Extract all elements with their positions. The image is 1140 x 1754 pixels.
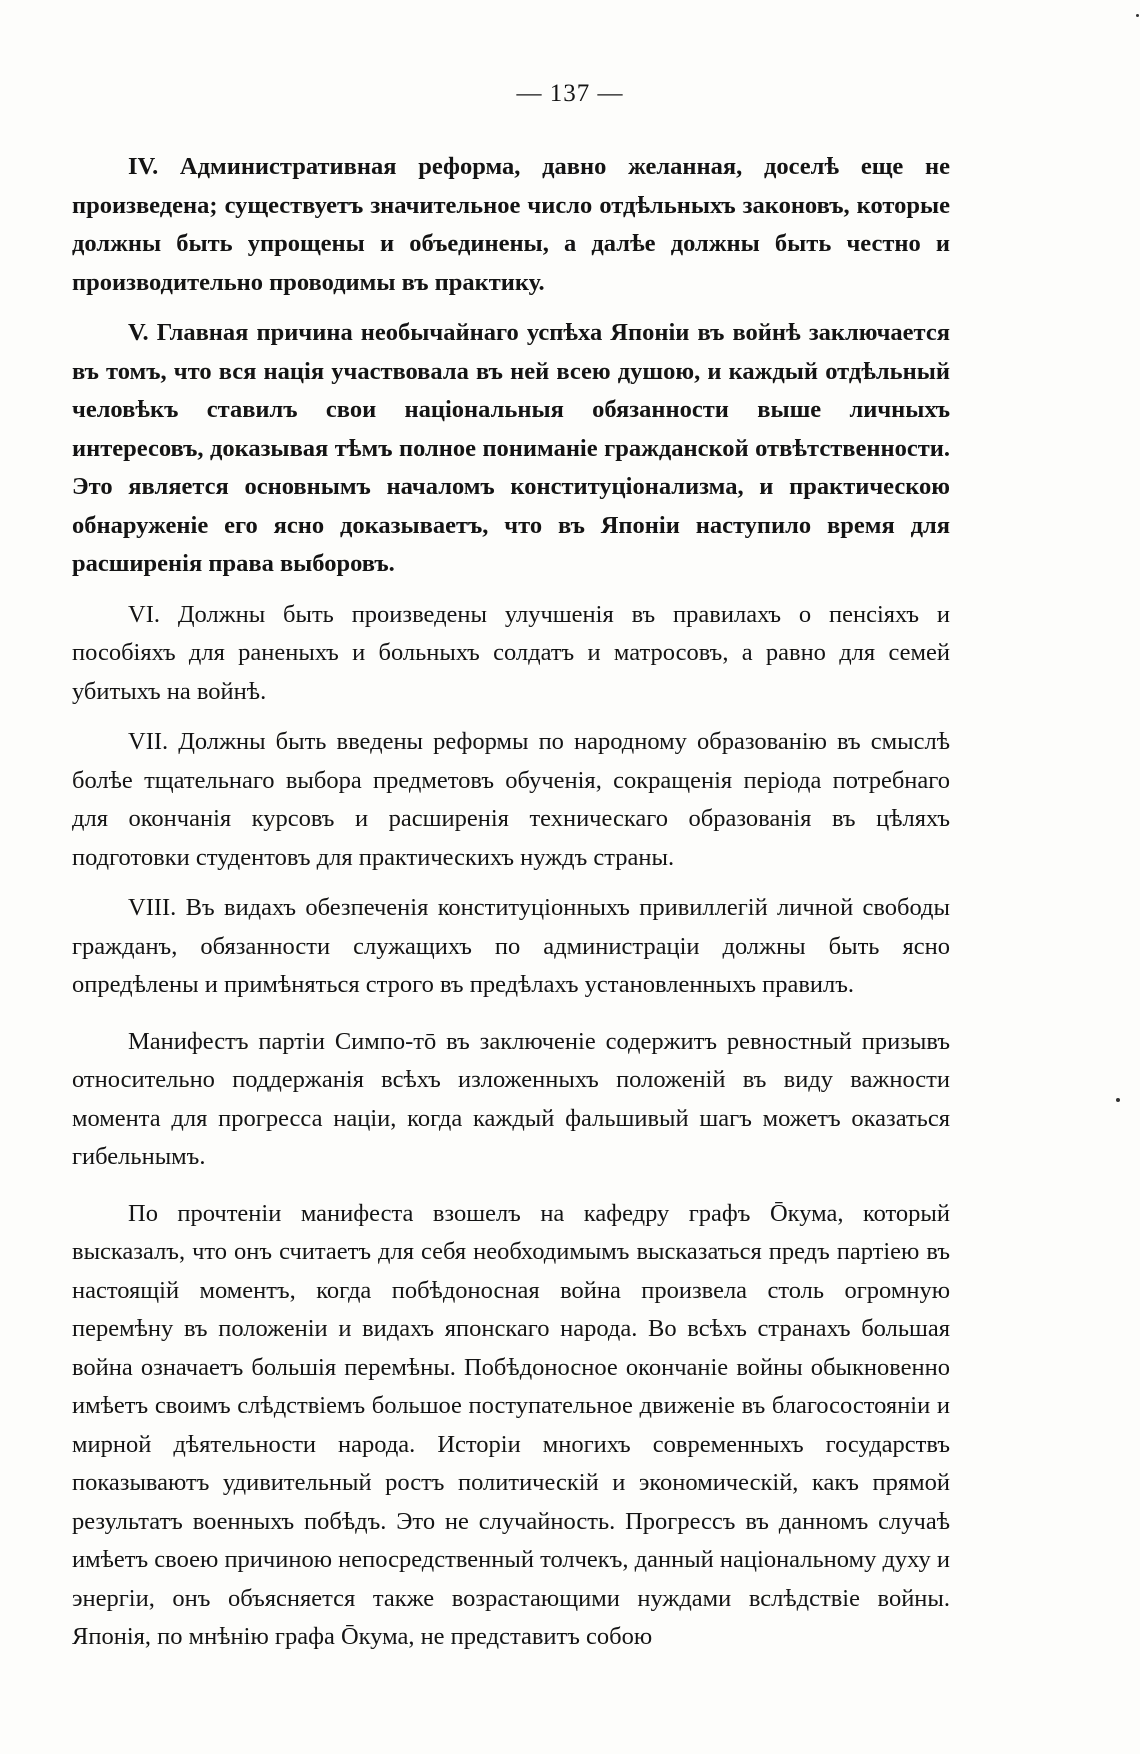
- paragraph-manifesto: Манифестъ партіи Симпо-тō въ заключеніе содержитъ ревностный призывъ относительно поддержанія всѣхъ изложенныхъ положеній въ виду важности момента для прогресса націи, когда каждый фальшивый шагъ можетъ оказаться гибельнымъ.: [72, 1027, 950, 1170]
- text-body: [72, 148, 950, 1665]
- scan-speck: [1136, 14, 1139, 17]
- paragraph-viii: VIII. Въ видахъ обезпеченія конституціонныхъ привиллегій личной свободы гражданъ, обязанности служащихъ по администраціи должны быть ясно опредѣлены и примѣняться строго въ предѣлахъ установленныхъ правилъ.: [72, 894, 950, 998]
- paragraph-v: V. Главная причина необычайнаго успѣха Японіи въ войнѣ заключается въ томъ, что вся нація участвовала въ ней всею душою, и каждый отдѣльный человѣкъ ставилъ свои національныя обязанности выше личныхъ интересовъ, доказывая тѣмъ полное пониманіе гражданской отвѣтственности. Это является основнымъ началомъ конституціонализма, и практическою обнаруженіе его ясно доказываетъ, что въ Японіи наступило время для расширенія права выборовъ.: [72, 319, 950, 577]
- paragraph-okuma: По прочтеніи манифеста взошелъ на кафедру графъ Ōкума, который высказалъ, что онъ считаетъ для себя необходимымъ высказаться предъ партіею въ настоящій моментъ, когда побѣдоносная война произвела столь огромную перемѣну въ положеніи и видахъ японскаго народа. Во всѣхъ странахъ большая война означаетъ большія перемѣны. Побѣдоносное окончаніе войны обыкновенно имѣетъ своимъ слѣдствіемъ большое поступательное движеніе въ благосостояніи и мирной дѣятельности народа. Исторіи многихъ современныхъ государствъ показываютъ удивительный ростъ политическій и экономическій, какъ прямой результатъ военныхъ побѣдъ. Это не случайность. Прогрессъ въ данномъ случаѣ имѣетъ своею причиною непосредственный толчекъ, данный національному духу и энергіи, онъ объясняется также возрастающими нуждами вслѣдствіе войны. Японія, по мнѣнію графа Ōкума, не представитъ собою: [72, 1199, 950, 1650]
- paragraph-vi: VI. Должны быть произведены улучшенія въ правилахъ о пенсіяхъ и пособіяхъ для раненыхъ и больныхъ солдатъ и матросовъ, а равно для семей убитыхъ на войнѣ.: [72, 600, 950, 705]
- paragraph-vii: VII. Должны быть введены реформы по народному образованію въ смыслѣ болѣе тщательнаго выбора предметовъ обученія, сокращенія періода потребнаго для окончанія курсовъ и расширенія техническаго образованія въ цѣляхъ подготовки студентовъ для практическихъ нуждъ страны.: [72, 728, 950, 871]
- page-number: — 137 —: [516, 80, 624, 107]
- scan-speck: [1116, 1098, 1120, 1102]
- paragraph-iv: IV. Административная реформа, давно желанная, доселѣ еще не произведена; существуетъ значительное число отдѣльныхъ законовъ, которые должны быть упрощены и объединены, а далѣе должны быть честно и производительно проводимы въ практику.: [72, 153, 950, 296]
